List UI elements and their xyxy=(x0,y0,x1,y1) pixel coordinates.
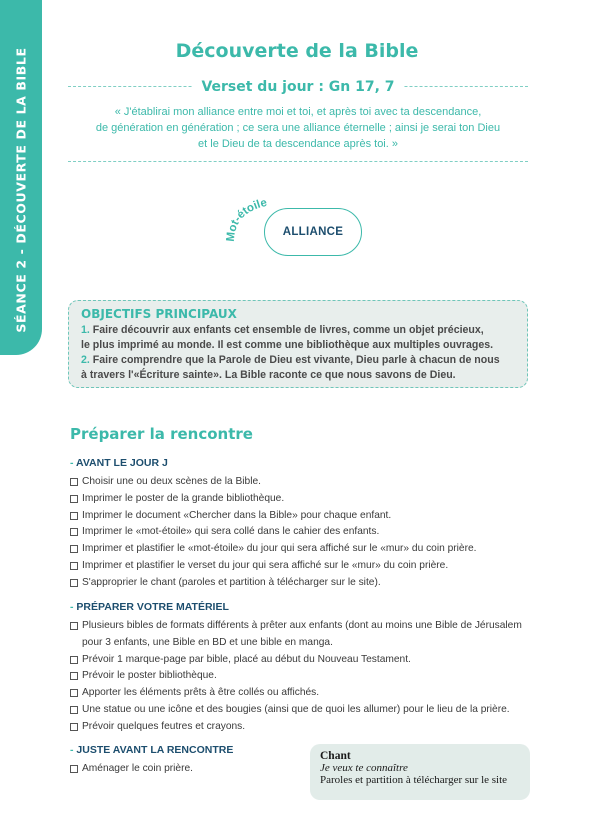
chant-title: Chant xyxy=(320,750,351,762)
side-tab-label: SÉANCE 2 - DÉCOUVERTE DE LA BIBLE xyxy=(13,47,29,333)
just-before-heading: - JUSTE AVANT LA RENCONTRE xyxy=(70,744,234,756)
checklist-item-label: Prévoir 1 marque-page par bible, placé au début du Nouveau Testament. xyxy=(82,653,411,665)
svg-text:Mot-étoile: Mot-étoile xyxy=(224,196,269,243)
checklist-item-label: Imprimer le «mot-étoile» qui sera collé dans le cahier des enfants. xyxy=(82,526,380,538)
checklist-item xyxy=(70,558,530,575)
mot-etoile-word: ALLIANCE xyxy=(264,208,362,256)
mot-etoile xyxy=(220,190,350,260)
checklist-item xyxy=(70,575,530,592)
checkbox-icon[interactable] xyxy=(70,656,78,664)
checklist-item-label: Apporter les éléments prêts à être collés ou affichés. xyxy=(82,687,320,699)
checkbox-icon[interactable] xyxy=(70,495,78,503)
checklist-item-label: Imprimer le poster de la grande bibliothèque. xyxy=(82,492,285,504)
checklist-item xyxy=(70,618,530,652)
objective-item: 2. Faire comprendre que la Parole de Dieu est vivante, Dieu parle à chacun de nous à travers l'«Écriture sainte». La Bible raconte ce que nous savons de Dieu. xyxy=(81,354,500,381)
checklist-item xyxy=(70,491,530,508)
checklist-item xyxy=(70,719,530,736)
checklist-item xyxy=(70,702,530,719)
verse-line: « J'établirai mon alliance entre moi et toi, et après toi avec ta descendance, xyxy=(114,106,482,118)
checklist-item-label: Imprimer et plastifier le verset du jour qui sera affiché sur le «mur» du coin prière. xyxy=(82,559,449,571)
checklist-item xyxy=(70,541,530,558)
objectives-heading: OBJECTIFS PRINCIPAUX xyxy=(81,307,237,321)
checklist-item-label: Plusieurs bibles de formats différents à prêter aux enfants (dont au moins une Bible de Jérusalem pour 3 enfants, une Bible en BD et une bible en manga. xyxy=(82,620,522,648)
checkbox-icon[interactable] xyxy=(70,545,78,553)
checklist-item xyxy=(70,652,530,669)
section-title: Préparer la rencontre xyxy=(70,425,253,443)
material-heading: - PRÉPARER VOTRE MATÉRIEL xyxy=(70,601,229,613)
checkbox-icon[interactable] xyxy=(70,672,78,680)
checklist-item-label: Prévoir le poster bibliothèque. xyxy=(82,670,217,682)
verse-line: et le Dieu de ta descendance après toi. » xyxy=(198,138,398,150)
chant-box xyxy=(310,744,530,800)
checklist-item-label: Une statue ou une icône et des bougies (ainsi que de quoi les allumer) pour le lieu de la prière. xyxy=(82,703,510,715)
checklist-item xyxy=(70,524,530,541)
objectives-box xyxy=(68,300,528,388)
checkbox-icon[interactable] xyxy=(70,579,78,587)
verse-line: de génération en génération ; ce sera une alliance éternelle ; ainsi je serai ton Dieu xyxy=(95,122,501,134)
before-day-section xyxy=(70,457,530,592)
before-day-heading: - AVANT LE JOUR J xyxy=(70,457,168,469)
checkbox-icon[interactable] xyxy=(70,562,78,570)
checklist-item-label: Aménager le coin prière. xyxy=(82,763,193,774)
checkbox-icon[interactable] xyxy=(70,689,78,697)
checklist-item xyxy=(70,685,530,702)
checklist-item xyxy=(70,761,300,778)
chant-info: Paroles et partition à télécharger sur le site xyxy=(320,774,508,786)
checkbox-icon[interactable] xyxy=(70,706,78,714)
verse-text xyxy=(68,104,528,152)
checkbox-icon[interactable] xyxy=(70,528,78,536)
verse-heading: Verset du jour : Gn 17, 7 xyxy=(68,79,528,95)
material-section xyxy=(70,601,530,736)
checkbox-icon[interactable] xyxy=(70,478,78,486)
verse-block xyxy=(68,79,528,162)
checklist-item-label: Imprimer le document «Chercher dans la Bible» pour chaque enfant. xyxy=(82,509,392,521)
just-before-section xyxy=(70,744,300,778)
checklist-item-label: Choisir une ou deux scènes de la Bible. xyxy=(82,476,261,487)
checkbox-icon[interactable] xyxy=(70,723,78,731)
checklist-item-label: Imprimer et plastifier le «mot-étoile» du jour qui sera affiché sur le «mur» du coin prière. xyxy=(82,543,477,555)
objective-item: 1. Faire découvrir aux enfants cet ensemble de livres, comme un objet précieux, le plus imprimé au monde. Il est comme une bibliothèque aux multiples ouvrages. xyxy=(81,324,494,351)
checkbox-icon[interactable] xyxy=(70,622,78,630)
checkbox-icon[interactable] xyxy=(70,765,78,773)
checkbox-icon[interactable] xyxy=(70,512,78,520)
checklist-item-label: S'approprier le chant (paroles et partition à télécharger sur le site). xyxy=(82,576,381,588)
checklist-item xyxy=(70,668,530,685)
checklist-item xyxy=(70,474,530,491)
checklist-item-label: Prévoir quelques feutres et crayons. xyxy=(82,720,246,732)
page-title: Découverte de la Bible xyxy=(175,40,419,62)
checklist-item xyxy=(70,508,530,525)
chant-song: Je veux te connaître xyxy=(320,762,408,774)
